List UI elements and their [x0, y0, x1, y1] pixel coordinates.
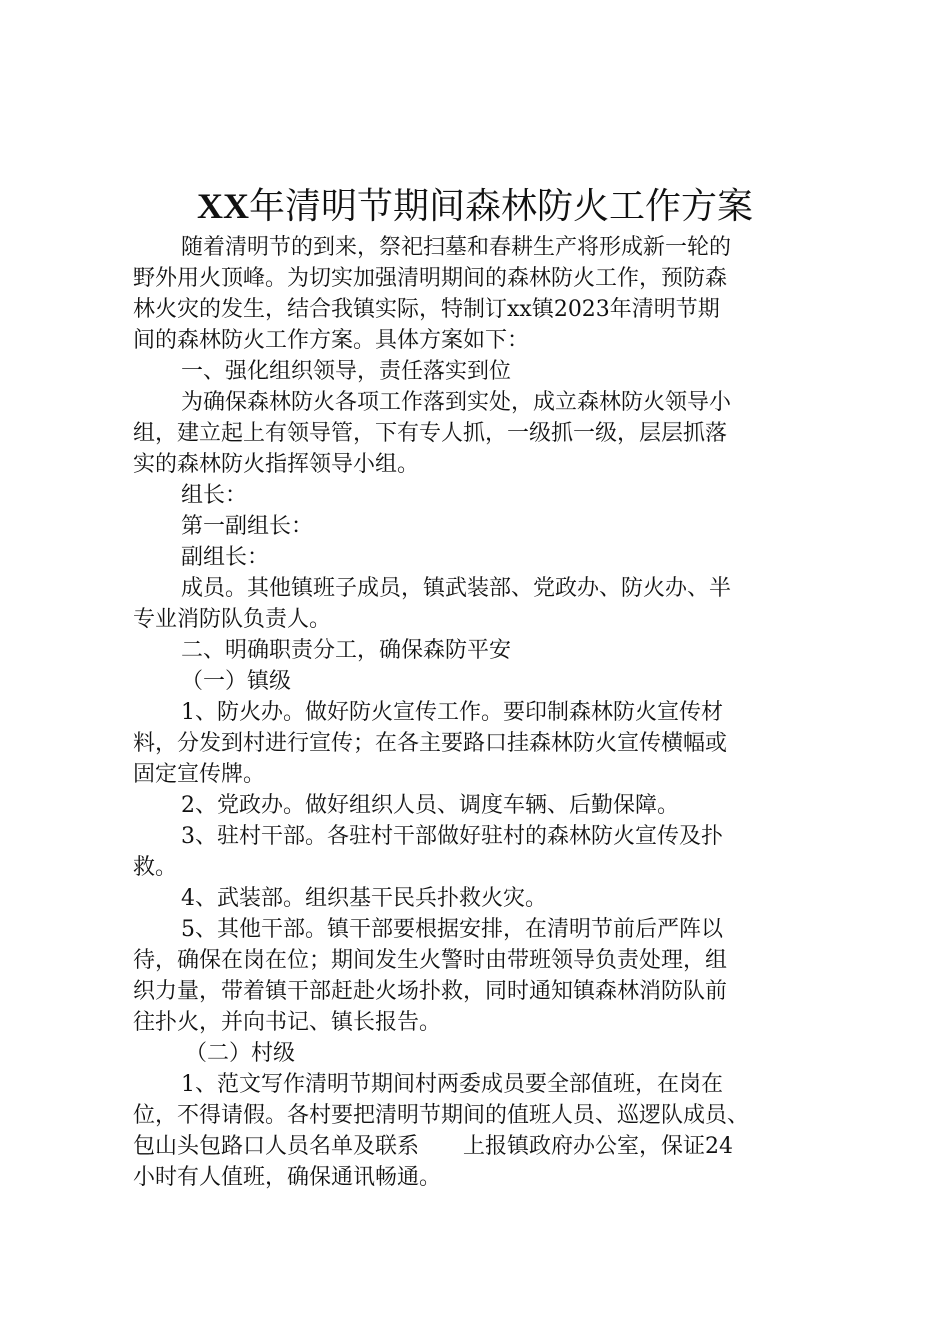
subsection-heading: （二）村级 — [185, 1041, 296, 1066]
paragraph-line: 往扑火，并向书记、镇长报告。 — [133, 1010, 442, 1035]
section-heading: 二、明确职责分工，确保森防平安 — [181, 638, 512, 663]
paragraph-line: 小时有人值班，确保通讯畅通。 — [133, 1165, 442, 1190]
paragraph-line: 救。 — [133, 855, 178, 880]
paragraph-line: 组，建立起上有领导管，下有专人抓，一级抓一级，层层抓落 — [133, 421, 728, 446]
paragraph-line: 1、防火办。做好防火宣传工作。要印制森林防火宣传材 — [181, 700, 723, 725]
section-heading: 一、强化组织领导，责任落实到位 — [181, 359, 512, 384]
paragraph-line: 专业消防队负责人。 — [133, 607, 332, 632]
paragraph-line: 4、武装部。组织基干民兵扑救火灾。 — [181, 886, 547, 911]
subsection-heading: （一）镇级 — [181, 669, 292, 694]
paragraph-line: 料，分发到村进行宣传；在各主要路口挂森林防火宣传横幅或 — [133, 731, 728, 756]
paragraph-line: 成员。其他镇班子成员，镇武装部、党政办、防火办、半 — [181, 576, 732, 601]
paragraph-line: 包山头包路口人员名单及联系 上报镇政府办公室，保证24 — [133, 1134, 733, 1159]
document-body — [133, 232, 823, 1193]
title-prefix: XX — [196, 186, 249, 226]
paragraph-line: 为确保森林防火各项工作落到实处，成立森林防火领导小 — [181, 390, 732, 415]
title-text: 年清明节期间森林防火工作方案 — [248, 186, 753, 227]
paragraph-line: 5、其他干部。镇干部要根据安排，在清明节前后严阵以 — [181, 917, 723, 942]
paragraph-line: 2、党政办。做好组织人员、调度车辆、后勤保障。 — [181, 793, 679, 818]
paragraph-line: 实的森林防火指挥领导小组。 — [133, 452, 420, 477]
paragraph-line: 位，不得请假。各村要把清明节期间的值班人员、巡逻队成员、 — [133, 1103, 750, 1128]
paragraph-line: 林火灾的发生，结合我镇实际，特制订xx镇2023年清明节期 — [133, 297, 720, 322]
paragraph-line: 1、范文写作清明节期间村两委成员要全部值班，在岗在 — [181, 1072, 723, 1097]
paragraph-line: 随着清明节的到来，祭祀扫墓和春耕生产将形成新一轮的 — [181, 235, 732, 260]
paragraph-line: 间的森林防火工作方案。具体方案如下： — [133, 328, 530, 353]
paragraph-line: 织力量，带着镇干部赶赴火场扑救，同时通知镇森林消防队前 — [133, 979, 728, 1004]
paragraph-line: 固定宣传牌。 — [133, 762, 266, 787]
paragraph-line: 待，确保在岗在位；期间发生火警时由带班领导负责处理，组 — [133, 948, 728, 973]
role-line: 第一副组长： — [181, 514, 314, 539]
document-title — [0, 181, 950, 232]
paragraph-line: 野外用火顶峰。为切实加强清明期间的森林防火工作，预防森 — [133, 266, 728, 291]
paragraph-line: 3、驻村干部。各驻村干部做好驻村的森林防火宣传及扑 — [181, 824, 723, 849]
role-line: 组长： — [181, 483, 248, 508]
role-line: 副组长： — [181, 545, 270, 570]
